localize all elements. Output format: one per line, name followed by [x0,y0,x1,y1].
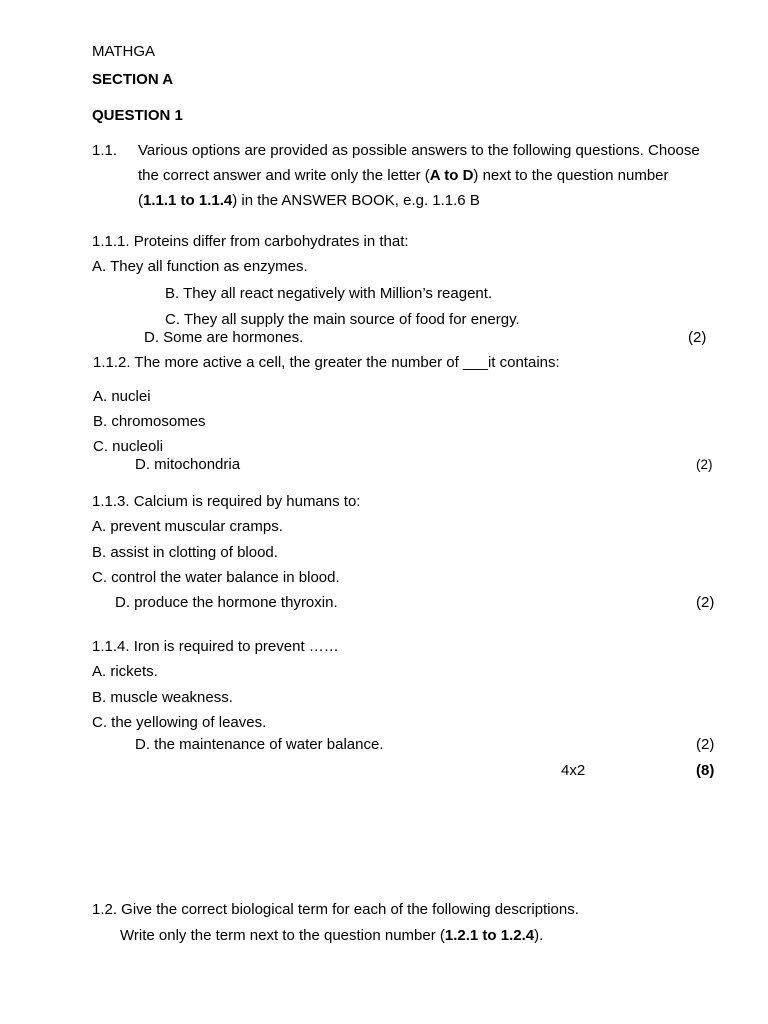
instruction-line-2: the correct answer and write only the letter (A to D) next to the question number [138,167,669,184]
section-heading: SECTION A [92,71,174,88]
question-1-2-line-1: 1.2. Give the correct biological term for each of the following descriptions. [92,901,579,918]
question-stem-1-1-4: 1.1.4. Iron is required to prevent …… [92,638,339,655]
instruction-line-1: Various options are provided as possible answers to the following questions. Choose [138,142,700,159]
option-c: C. They all supply the main source of food for energy. [165,311,520,328]
option-d: D. mitochondria [135,456,241,473]
question-heading: QUESTION 1 [92,107,183,124]
paper-code: MATHGA [92,43,156,60]
option-b: B. muscle weakness. [92,689,233,706]
option-b: B. chromosomes [93,413,206,430]
marks-label: (2) [688,329,707,346]
marks-calculation: 4x2 [561,762,586,779]
option-b: B. assist in clotting of blood. [92,544,278,561]
total-marks: (8) [696,762,715,779]
option-c: C. the yellowing of leaves. [92,714,267,731]
option-b: B. They all react negatively with Million’s reagent. [165,285,493,302]
marks-label: (2) [696,736,715,753]
option-c: C. nucleoli [93,438,164,455]
option-d: D. Some are hormones. [144,329,304,346]
question-stem-1-1-1: 1.1.1. Proteins differ from carbohydrates in that: [92,233,409,250]
option-a: A. nuclei [93,388,151,405]
instruction-line-3: (1.1.1 to 1.1.4) in the ANSWER BOOK, e.g. 1.1.6 B [138,192,480,209]
option-d: D. the maintenance of water balance. [135,736,384,753]
option-a: A. They all function as enzymes. [92,258,308,275]
option-a: A. rickets. [92,663,158,680]
question-stem-1-1-3: 1.1.3. Calcium is required by humans to: [92,493,361,510]
option-c: C. control the water balance in blood. [92,569,340,586]
option-a: A. prevent muscular cramps. [92,518,283,535]
question-number-1-1: 1.1. [92,142,118,159]
marks-label: (2) [696,457,713,472]
question-1-2-line-2: Write only the term next to the question number (1.2.1 to 1.2.4). [120,927,544,944]
question-stem-1-1-2: 1.1.2. The more active a cell, the greater the number of ___it contains: [93,354,560,371]
option-d: D. produce the hormone thyroxin. [115,594,338,611]
marks-label: (2) [696,594,715,611]
